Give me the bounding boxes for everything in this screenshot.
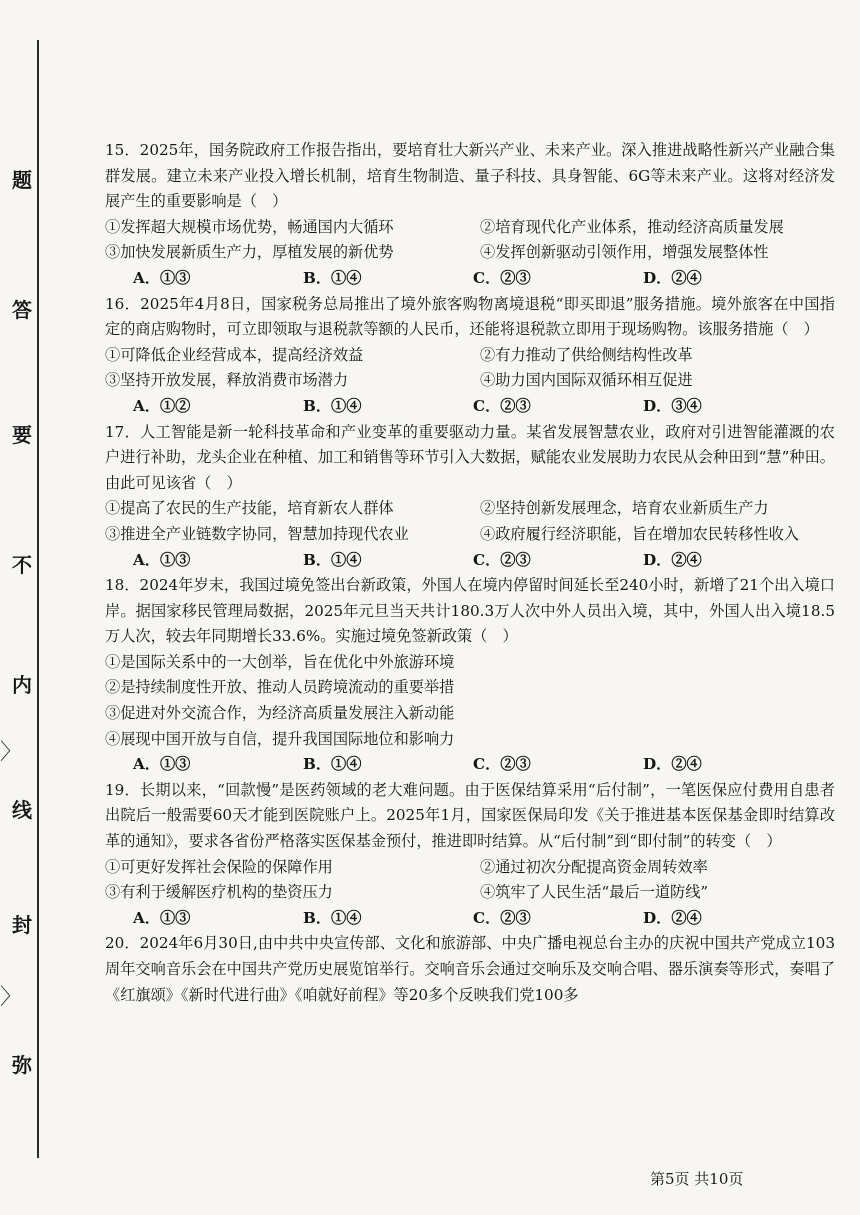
seal-char: 要	[12, 423, 32, 447]
choice-b: B．①④	[303, 396, 362, 415]
choice-c: C．②③	[473, 550, 531, 569]
option: ④政府履行经济职能，旨在增加农民转移性收入	[480, 524, 799, 543]
option: ②坚持创新发展理念，培育农业新质生产力	[480, 499, 769, 518]
choice-b: B．①④	[303, 268, 362, 287]
chevron-icon: 〉	[0, 985, 23, 1010]
option: ②培育现代化产业体系，推动经济高质量发展	[480, 217, 784, 236]
option: ③坚持开放发展，释放消费市场潜力	[105, 371, 348, 390]
option: ②有力推动了供给侧结构性改革	[480, 345, 693, 364]
question-stem: 16．2025年4月8日，国家税务总局推出了境外旅客购物离境退税“即买即退”服务措施。境外旅客在中国指定的商店购物时，可立即领取与退税款等额的人民币，还能将退税款立即用于现场购物。该服务措施（ ）	[105, 294, 835, 339]
option: ④筑牢了人民生活“最后一道防线”	[480, 883, 709, 902]
choice-b: B．①④	[303, 755, 362, 774]
option: ③加快发展新质生产力，厚植发展的新优势	[105, 243, 394, 262]
question-stem: 15．2025年，国务院政府工作报告指出，要培育壮大新兴产业、未来产业。深入推进战略性新兴产业融合集群发展。建立未来产业投入增长机制，培育生物制造、量子科技、具身智能、6G等未来产业。这将对经济发展产生的重要影响是（ ）	[105, 141, 835, 211]
choice-a: A．①③	[133, 550, 191, 569]
choice-b: B．①④	[303, 908, 362, 927]
option: ④展现中国开放与自信，提升我国国际地位和影响力	[105, 729, 455, 748]
seal-char: 内	[12, 673, 32, 697]
chevron-icon: 〉	[0, 740, 23, 765]
choice-d: D．③④	[643, 396, 702, 415]
choice-c: C．②③	[473, 268, 531, 287]
choice-d: D．②④	[643, 908, 702, 927]
choice-a: A．①②	[133, 396, 191, 415]
seal-char: 答	[12, 298, 32, 322]
option: ①发挥超大规模市场优势，畅通国内大循环	[105, 217, 394, 236]
choice-b: B．①④	[303, 550, 362, 569]
question-list	[105, 138, 835, 1008]
question-15	[105, 138, 835, 292]
option: ①可降低企业经营成本，提高经济效益	[105, 345, 364, 364]
choice-a: A．①③	[133, 908, 191, 927]
question-stem: 17．人工智能是新一轮科技革命和产业变革的重要驱动力量。某省发展智慧农业，政府对引进智能灌溉的农户进行补助，龙头企业在种植、加工和销售等环节引入大数据，赋能农业发展助力农民从会种田到“慧”种田。由此可见该省（ ）	[105, 422, 835, 492]
choice-a: A．①③	[133, 755, 191, 774]
choice-d: D．②④	[643, 755, 702, 774]
seal-char: 题	[12, 168, 32, 192]
question-20	[105, 931, 835, 1008]
seal-char: 封	[12, 913, 32, 937]
seal-char: 不	[12, 553, 32, 577]
question-18	[105, 573, 835, 778]
choice-d: D．②④	[643, 268, 702, 287]
choice-c: C．②③	[473, 908, 531, 927]
seal-char: 弥	[12, 1053, 32, 1077]
option: ④助力国内国际双循环相互促进	[480, 371, 693, 390]
option: ③促进对外交流合作，为经济高质量发展注入新动能	[105, 704, 455, 723]
question-stem: 18．2024年岁末，我国过境免签出台新政策，外国人在境内停留时间延长至240小时，新增了21个出入境口岸。据国家移民管理局数据，2025年元旦当天共计180.3万人次中外人员出入境，其中，外国人出入境18.5万人次，较去年同期增长33.6%。实施过境免签新政策（ ）	[105, 576, 835, 646]
option: ③有利于缓解医疗机构的垫资压力	[105, 883, 333, 902]
choice-c: C．②③	[473, 396, 531, 415]
choice-a: A．①③	[133, 268, 191, 287]
option: ①可更好发挥社会保险的保障作用	[105, 857, 333, 876]
option: ①是国际关系中的一大创举，旨在优化中外旅游环境	[105, 652, 455, 671]
option: ②通过初次分配提高资金周转效率	[480, 857, 708, 876]
option: ④发挥创新驱动引领作用，增强发展整体性	[480, 243, 769, 262]
option: ①提高了农民的生产技能，培育新农人群体	[105, 499, 394, 518]
choice-c: C．②③	[473, 755, 531, 774]
option: ②是持续制度性开放、推动人员跨境流动的重要举措	[105, 678, 455, 697]
question-stem: 20．2024年6月30日,由中共中央宣传部、文化和旅游部、中央广播电视总台主办的庆祝中国共产党成立103周年交响音乐会在中国共产党历史展览馆举行。交响音乐会通过交响乐及交响合唱、器乐演奏等形式，奏唱了《红旗颂》《新时代进行曲》《咱就好前程》等20多个反映我们党100多	[105, 934, 835, 1004]
question-17	[105, 420, 835, 574]
question-16	[105, 292, 835, 420]
question-stem: 19．长期以来，“回款慢”是医药领域的老大难问题。由于医保结算采用“后付制”，一笔医保应付费用自患者出院后一般需要60天才能到医院账户上。2025年1月，国家医保局印发《关于推进基本医保基金即时结算改革的通知》，要求各省份严格落实医保基金预付，推进即时结算。从“后付制”到“即付制”的转变（ ）	[105, 780, 835, 851]
seal-char: 线	[12, 798, 32, 822]
page-number: 第5页 共10页	[650, 1170, 744, 1188]
choice-d: D．②④	[643, 550, 702, 569]
binding-line	[37, 40, 39, 1158]
question-19	[105, 778, 835, 932]
option: ③推进全产业链数字协同，智慧加持现代农业	[105, 524, 409, 543]
